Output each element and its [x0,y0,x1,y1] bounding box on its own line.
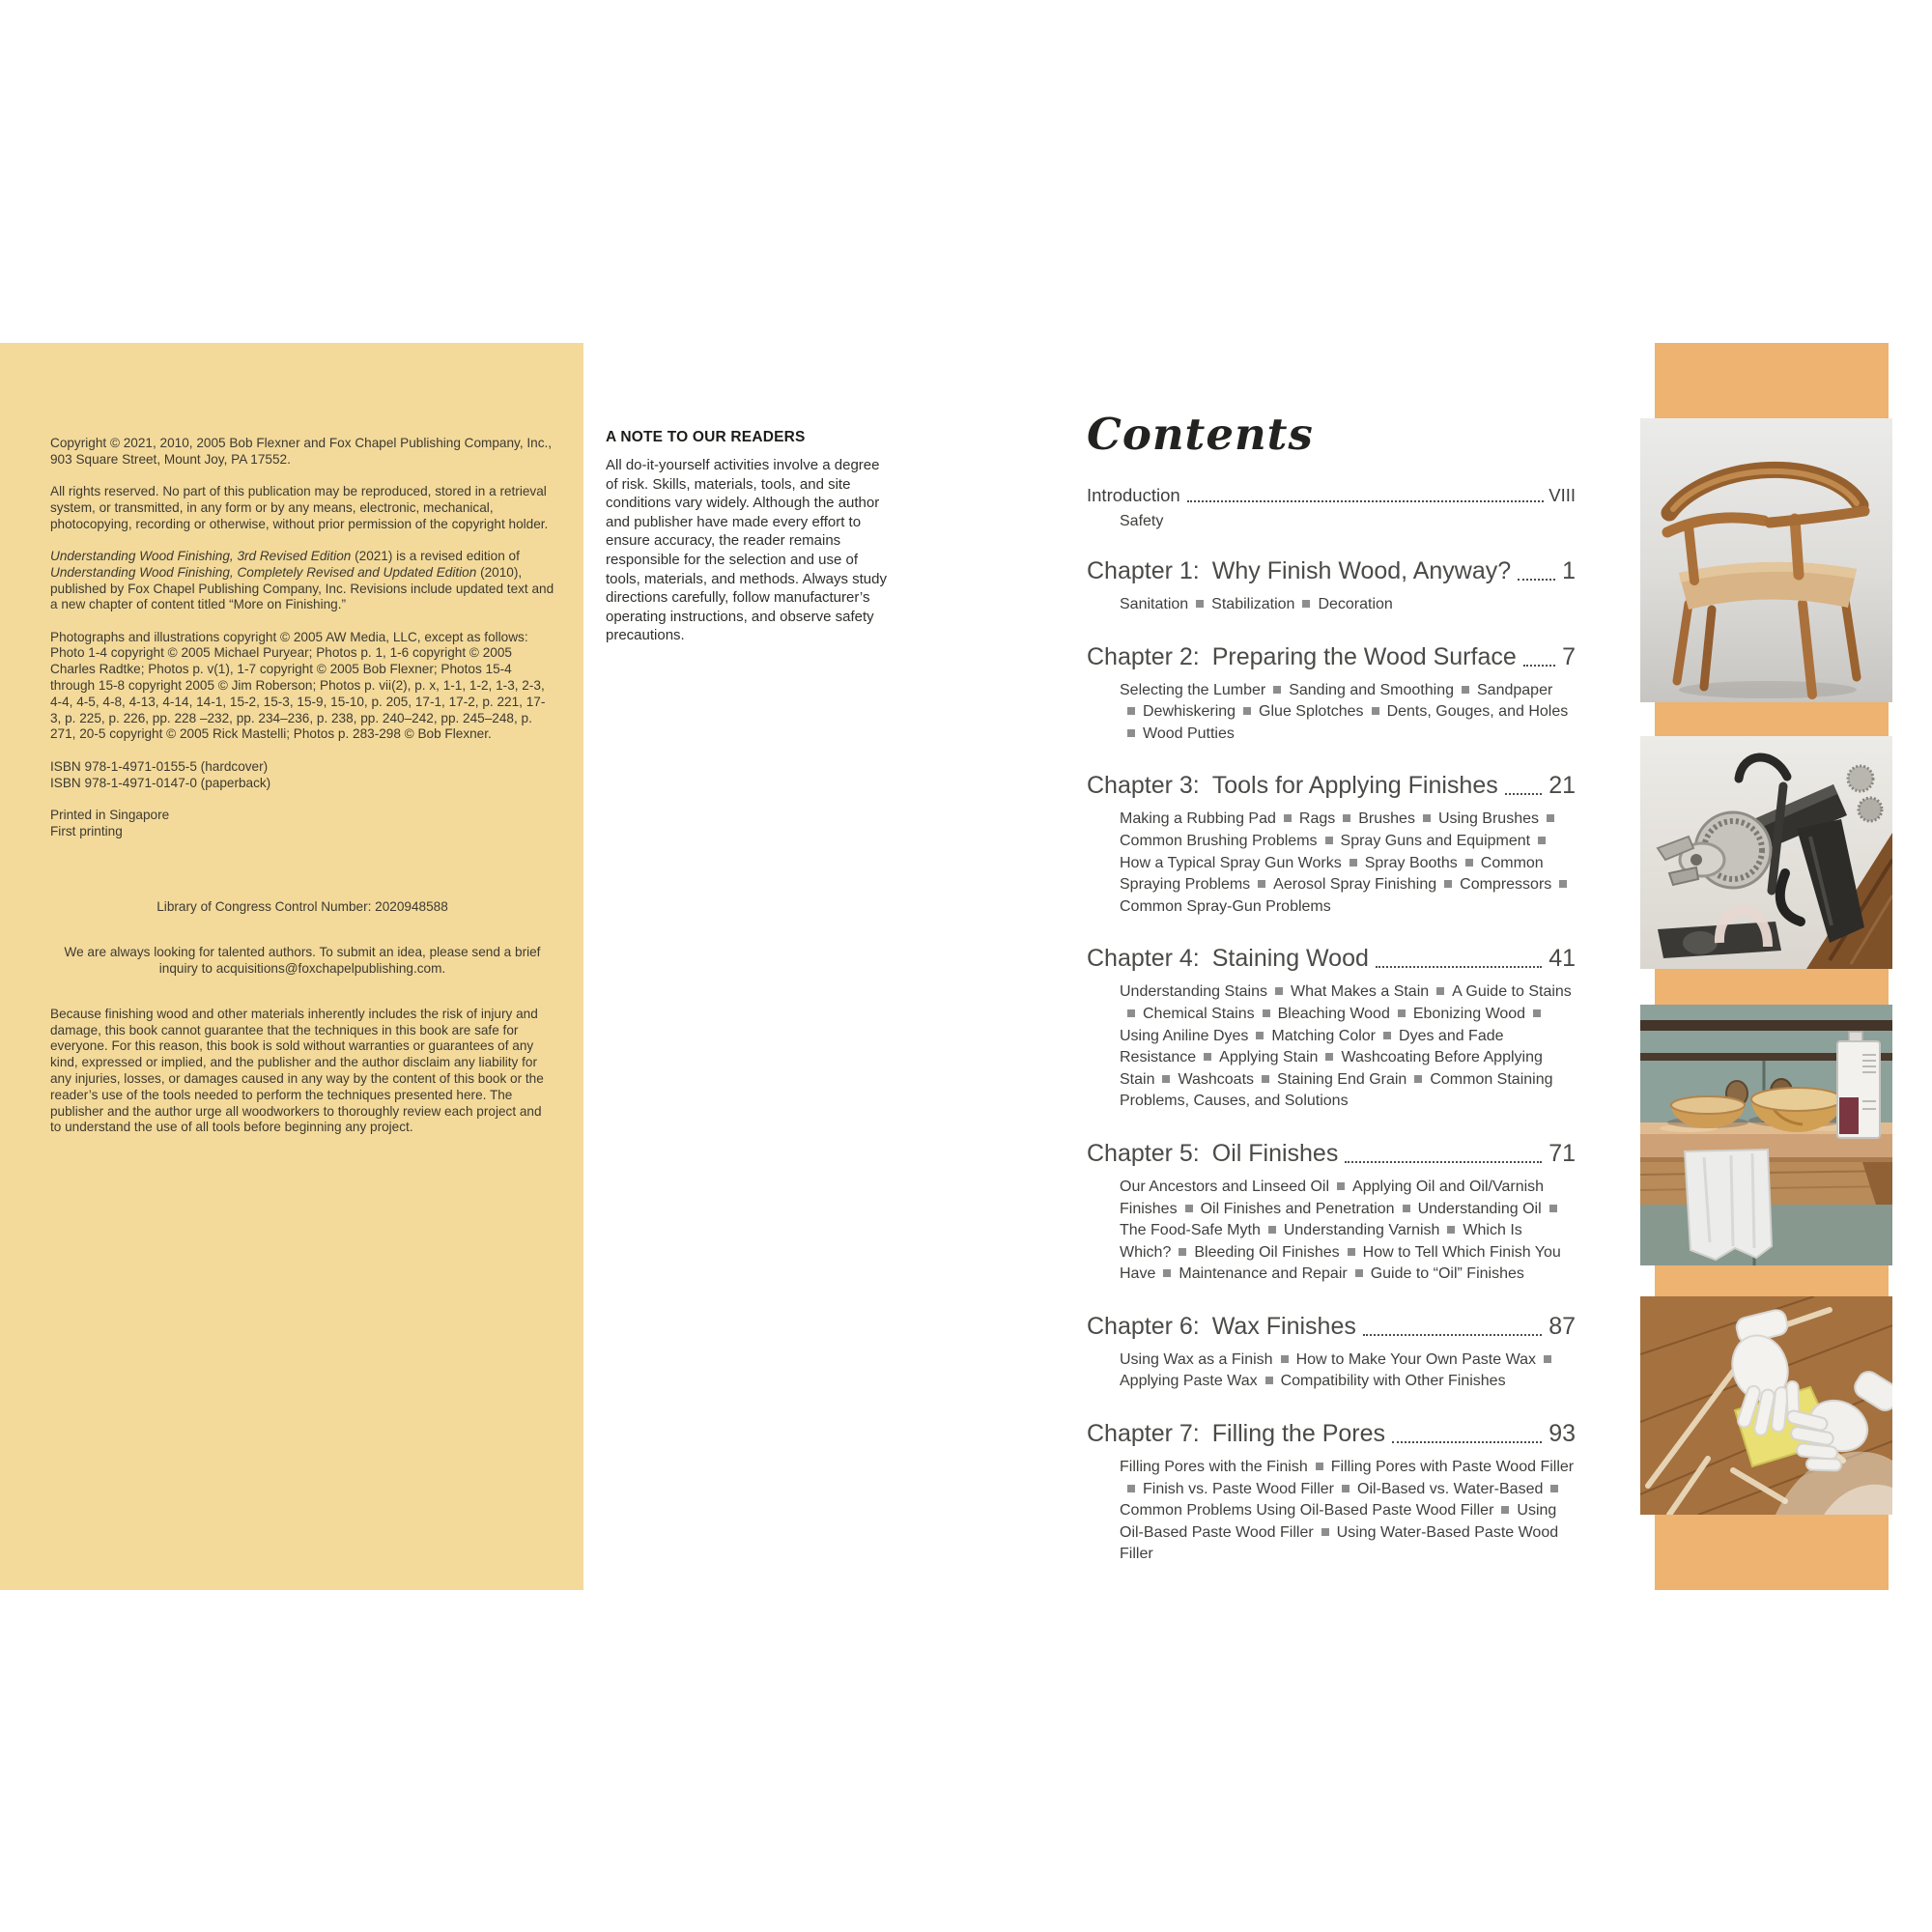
topic-bullet-square-icon [1263,1009,1270,1017]
topic-bullet-square-icon [1447,1226,1455,1234]
toc-chapter-row [1087,642,1576,671]
toc-leader-dots [1523,665,1555,667]
topic-bullet-square-icon [1256,1032,1264,1039]
topic-bullet-square-icon [1196,600,1204,608]
toc-leader-dots [1505,793,1542,795]
chapter-topics: Our Ancestors and Linseed Oil Applying Oil and Oil/Varnish Finishes Oil Finishes and Penetration Understanding OilThe Food-Safe Myth Understanding Varnish Which Is Which? Bleeding Oil Finishes How to Tell Which Finish You Have Maintenance and Repair Guide to “Oil” Finishes [1120,1178,1561,1283]
chapter-label: Chapter 2: [1087,642,1200,670]
copyright-paragraph: Because finishing wood and other materials inherently includes the risk of injury and damage, this book cannot guarantee that the techniques in this book are safe for everyone. For this reason, this book is sold without warranties or guarantees of any kind, expressed or implied, and the publisher and the author disclaim any liability for any injuries, losses, or damages caused in any way by the content of this book or the reader’s use of the tools needed to perform the techniques presented here. The publisher and the author urge all woodworkers to thoroughly review each project and to understand the use of all tools before beginning any project. [50,1006,544,1135]
chapter-title: Filling the Pores [1211,1420,1385,1448]
chapter-page: 7 [1562,642,1576,670]
chapter-topics: Selecting the Lumber Sanding and Smoothing SandpaperDewhiskering Glue Splotches Dents, Gouges, and HolesWood Putties [1120,681,1569,742]
workbench-bowls-illustration [1640,1005,1892,1265]
chapter-page: 71 [1548,1139,1576,1167]
toc-chapter [1087,1139,1576,1286]
chapter-label: Chapter 4: [1087,945,1200,973]
topic-bullet-square-icon [1185,1205,1193,1212]
toc-chapter [1087,1419,1576,1566]
table-of-contents [1087,409,1576,1566]
topic-bullet-square-icon [1559,880,1567,888]
topic-bullet-square-icon [1337,1182,1345,1190]
chapter-title: Why Finish Wood, Anyway? [1211,557,1512,584]
spray-gun-illustration [1640,736,1892,969]
chapter-label: Chapter 7: [1087,1420,1200,1448]
topic-bullet-square-icon [1265,1377,1273,1384]
topic-bullet-square-icon [1258,880,1265,888]
toc-leader-dots [1187,500,1545,502]
topic-bullet-square-icon [1163,1269,1171,1277]
toc-chapter-row [1087,771,1576,800]
topic-bullet-square-icon [1325,1053,1333,1061]
topic-bullet-square-icon [1127,729,1135,737]
chapter-topics: Filling Pores with the Finish Filling Pores with Paste Wood FillerFinish vs. Paste Wood Filler Oil-Based vs. Water-BasedCommon Problems Using Oil-Based Paste Wood Filler Using Oil-Based Paste Wood Filler Using Water-Based Paste Wood Filler [1120,1459,1575,1563]
toc-chapter [1087,642,1576,746]
toc-chapter [1087,771,1576,918]
topic-bullet-square-icon [1162,1075,1170,1083]
topic-bullet-square-icon [1342,1485,1350,1492]
chapter-page: 87 [1548,1312,1576,1340]
readers-note-heading: A NOTE TO OUR READERS [606,429,806,445]
topic-bullet-square-icon [1544,1355,1551,1363]
topic-bullet-square-icon [1284,814,1292,822]
paste-filler-illustration [1640,1296,1892,1515]
toc-intro-label: Introduction [1087,485,1180,505]
topic-bullet-square-icon [1316,1463,1323,1470]
chapter-title: Preparing the Wood Surface [1211,642,1517,670]
toc-chapter-row [1087,1419,1576,1448]
topic-bullet-square-icon [1383,1032,1391,1039]
topic-bullet-square-icon [1343,814,1350,822]
topic-bullet-square-icon [1444,880,1452,888]
readers-note-body: All do-it-yourself activities involve a degree of risk. Skills, materials, tools, and site conditions vary widely. Although the author and publisher have made every effort to ensure accuracy, the reader remains responsible for the selection and use of tools, materials, and methods. Always study directions carefully, follow manufacturer’s operating instructions, and observe safety precautions. [606,457,887,644]
chapter-topics: Sanitation Stabilization Decoration [1120,596,1393,612]
toc-leader-dots [1363,1334,1542,1336]
workbench-bowls-photo [1640,1005,1892,1265]
contents-title: Contents [1087,409,1314,460]
topic-bullet-square-icon [1436,987,1444,995]
chapter-page: 21 [1548,772,1576,800]
toc-leader-dots [1376,966,1542,968]
toc-chapter [1087,944,1576,1113]
chapter-page: 41 [1548,945,1576,973]
copyright-paragraph: Copyright © 2021, 2010, 2005 Bob Flexner and Fox Chapel Publishing Company, Inc., 903 Square Street, Mount Joy, PA 17552. [50,436,553,467]
copyright-panel [0,343,583,1590]
toc-leader-dots [1392,1441,1542,1443]
toc-chapter-row [1087,944,1576,973]
toc-intro-page: VIII [1548,485,1576,505]
chapter-title: Tools for Applying Finishes [1211,772,1498,800]
toc-chapter [1087,1312,1576,1393]
topic-bullet-square-icon [1127,1009,1135,1017]
topic-bullet-square-icon [1414,1075,1422,1083]
toc-leader-dots [1345,1161,1542,1163]
toc-chapter-row [1087,556,1576,585]
topic-bullet-square-icon [1462,686,1469,694]
topic-bullet-square-icon [1350,859,1357,867]
chapter-label: Chapter 6: [1087,1312,1200,1340]
chapter-topics: Understanding Stains What Makes a Stain A Guide to StainsChemical Stains Bleaching Wood Ebonizing WoodUsing Aniline Dyes Matching Color Dyes and Fade Resistance Applying Stain Washcoating Before Applying Stain Washcoats Staining End Grain Common Staining Problems, Causes, and Solutions [1120,983,1572,1110]
topic-bullet-square-icon [1549,1205,1557,1212]
topic-bullet-square-icon [1127,707,1135,715]
topic-bullet-square-icon [1268,1226,1276,1234]
toc-leader-dots [1518,579,1555,581]
chapter-label: Chapter 5: [1087,1139,1200,1167]
copyright-paragraph: Printed in Singapore First printing [50,807,170,838]
chapter-label: Chapter 1: [1087,557,1200,584]
topic-bullet-square-icon [1538,837,1546,844]
topic-bullet-square-icon [1533,1009,1541,1017]
readers-note [606,429,890,645]
topic-bullet-square-icon [1325,837,1333,844]
topic-bullet-square-icon [1262,1075,1269,1083]
topic-bullet-square-icon [1273,686,1281,694]
chapter-topics: Using Wax as a Finish How to Make Your Own Paste WaxApplying Paste Wax Compatibility with Other Finishes [1120,1350,1576,1393]
armchair-illustration [1640,418,1892,702]
topic-bullet-square-icon [1243,707,1251,715]
toc-chapter-row [1087,1312,1576,1341]
topic-bullet-square-icon [1302,600,1310,608]
topic-bullet-square-icon [1204,1053,1211,1061]
chapter-title: Wax Finishes [1211,1312,1356,1340]
toc-chapter-row [1087,1139,1576,1168]
topic-bullet-square-icon [1398,1009,1406,1017]
toc-intro-subtopic: Safety [1120,513,1164,529]
topic-bullet-square-icon [1465,859,1473,867]
topic-bullet-square-icon [1547,814,1554,822]
chapter-title: Staining Wood [1211,945,1369,973]
topic-bullet-square-icon [1127,1485,1135,1492]
toc-intro-row [1087,485,1576,506]
copyright-paragraph: Photographs and illustrations copyright © 2005 AW Media, LLC, except as follows: Photo 1-4 copyright © 2005 Michael Puryear; Photos p. 1, 1-6 copyright © 2005 Charles Radtke; Photos p. v(1), 1-7 copyright © 2005 Bob Flexner; Photos 15-4 through 15-8 copyright 2005 © Jim Roberson; Photos p. vii(2), p. x, 1-1, 1-2, 1-3, 2-3, 4-4, 4-5, 4-8, 4-13, 4-14, 14-1, 15-2, 15-3, 15-9, 15-10, p. 205, 17-1, 17-2, p. 221, 17-3, p. 225, p. 226, pp. 228 –232, pp. 234–236, p. 238, pp. 240–242, pp. 245–248, p. 271, 20-5 copyright © 2005 Rick Mastelli; Photos p. 283-298 © Bob Flexner. [50,629,546,742]
copyright-paragraph: Understanding Wood Finishing, 3rd Revised Edition (2021) is a revised edition of Understanding Wood Finishing, Completely Revised and Updated Edition (2010), published by Fox Chapel Publishing Company, Inc. Revisions include updated text and a new chapter of content titled “More on Finishing.” [50,548,554,612]
topic-bullet-square-icon [1423,814,1431,822]
copyright-paragraph: All rights reserved. No part of this publication may be reproduced, stored in a retrieval system, or transmitted, in any form or by any means, electronic, mechanical, photocopying, recording or otherwise, without prior permission of the copyright holder. [50,484,549,531]
toc-chapter [1087,556,1576,616]
chapter-list [1087,556,1576,1566]
copyright-paragraph: We are always looking for talented authors. To submit an idea, please send a brief inquiry to acquisitions@foxchapelpublishing.com. [64,945,541,977]
topic-bullet-square-icon [1355,1269,1363,1277]
paste-filler-photo [1640,1296,1892,1515]
topic-bullet-square-icon [1501,1506,1509,1514]
topic-bullet-square-icon [1372,707,1379,715]
copyright-paragraph: Library of Congress Control Number: 2020948588 [156,899,448,915]
armchair-photo [1640,418,1892,702]
copyright-paragraph: ISBN 978-1-4971-0155-5 (hardcover) ISBN 978-1-4971-0147-0 (paperback) [50,758,271,790]
topic-bullet-square-icon [1179,1248,1186,1256]
chapter-page: 93 [1548,1420,1576,1448]
topic-bullet-square-icon [1403,1205,1410,1212]
chapter-title: Oil Finishes [1211,1139,1339,1167]
topic-bullet-square-icon [1348,1248,1355,1256]
chapter-page: 1 [1562,557,1576,584]
copyright-paragraphs [50,436,554,1152]
chapter-label: Chapter 3: [1087,772,1200,800]
topic-bullet-square-icon [1550,1485,1558,1492]
topic-bullet-square-icon [1321,1528,1329,1536]
chapter-topics: Making a Rubbing Pad Rags Brushes Using BrushesCommon Brushing Problems Spray Guns and EquipmentHow a Typical Spray Gun Works Spray Booths Common Spraying Problems Aerosol Spray Finishing CompressorsCommon Spray-Gun Problems [1120,809,1576,918]
topic-bullet-square-icon [1275,987,1283,995]
topic-bullet-square-icon [1281,1355,1289,1363]
spray-gun-photo [1640,736,1892,969]
